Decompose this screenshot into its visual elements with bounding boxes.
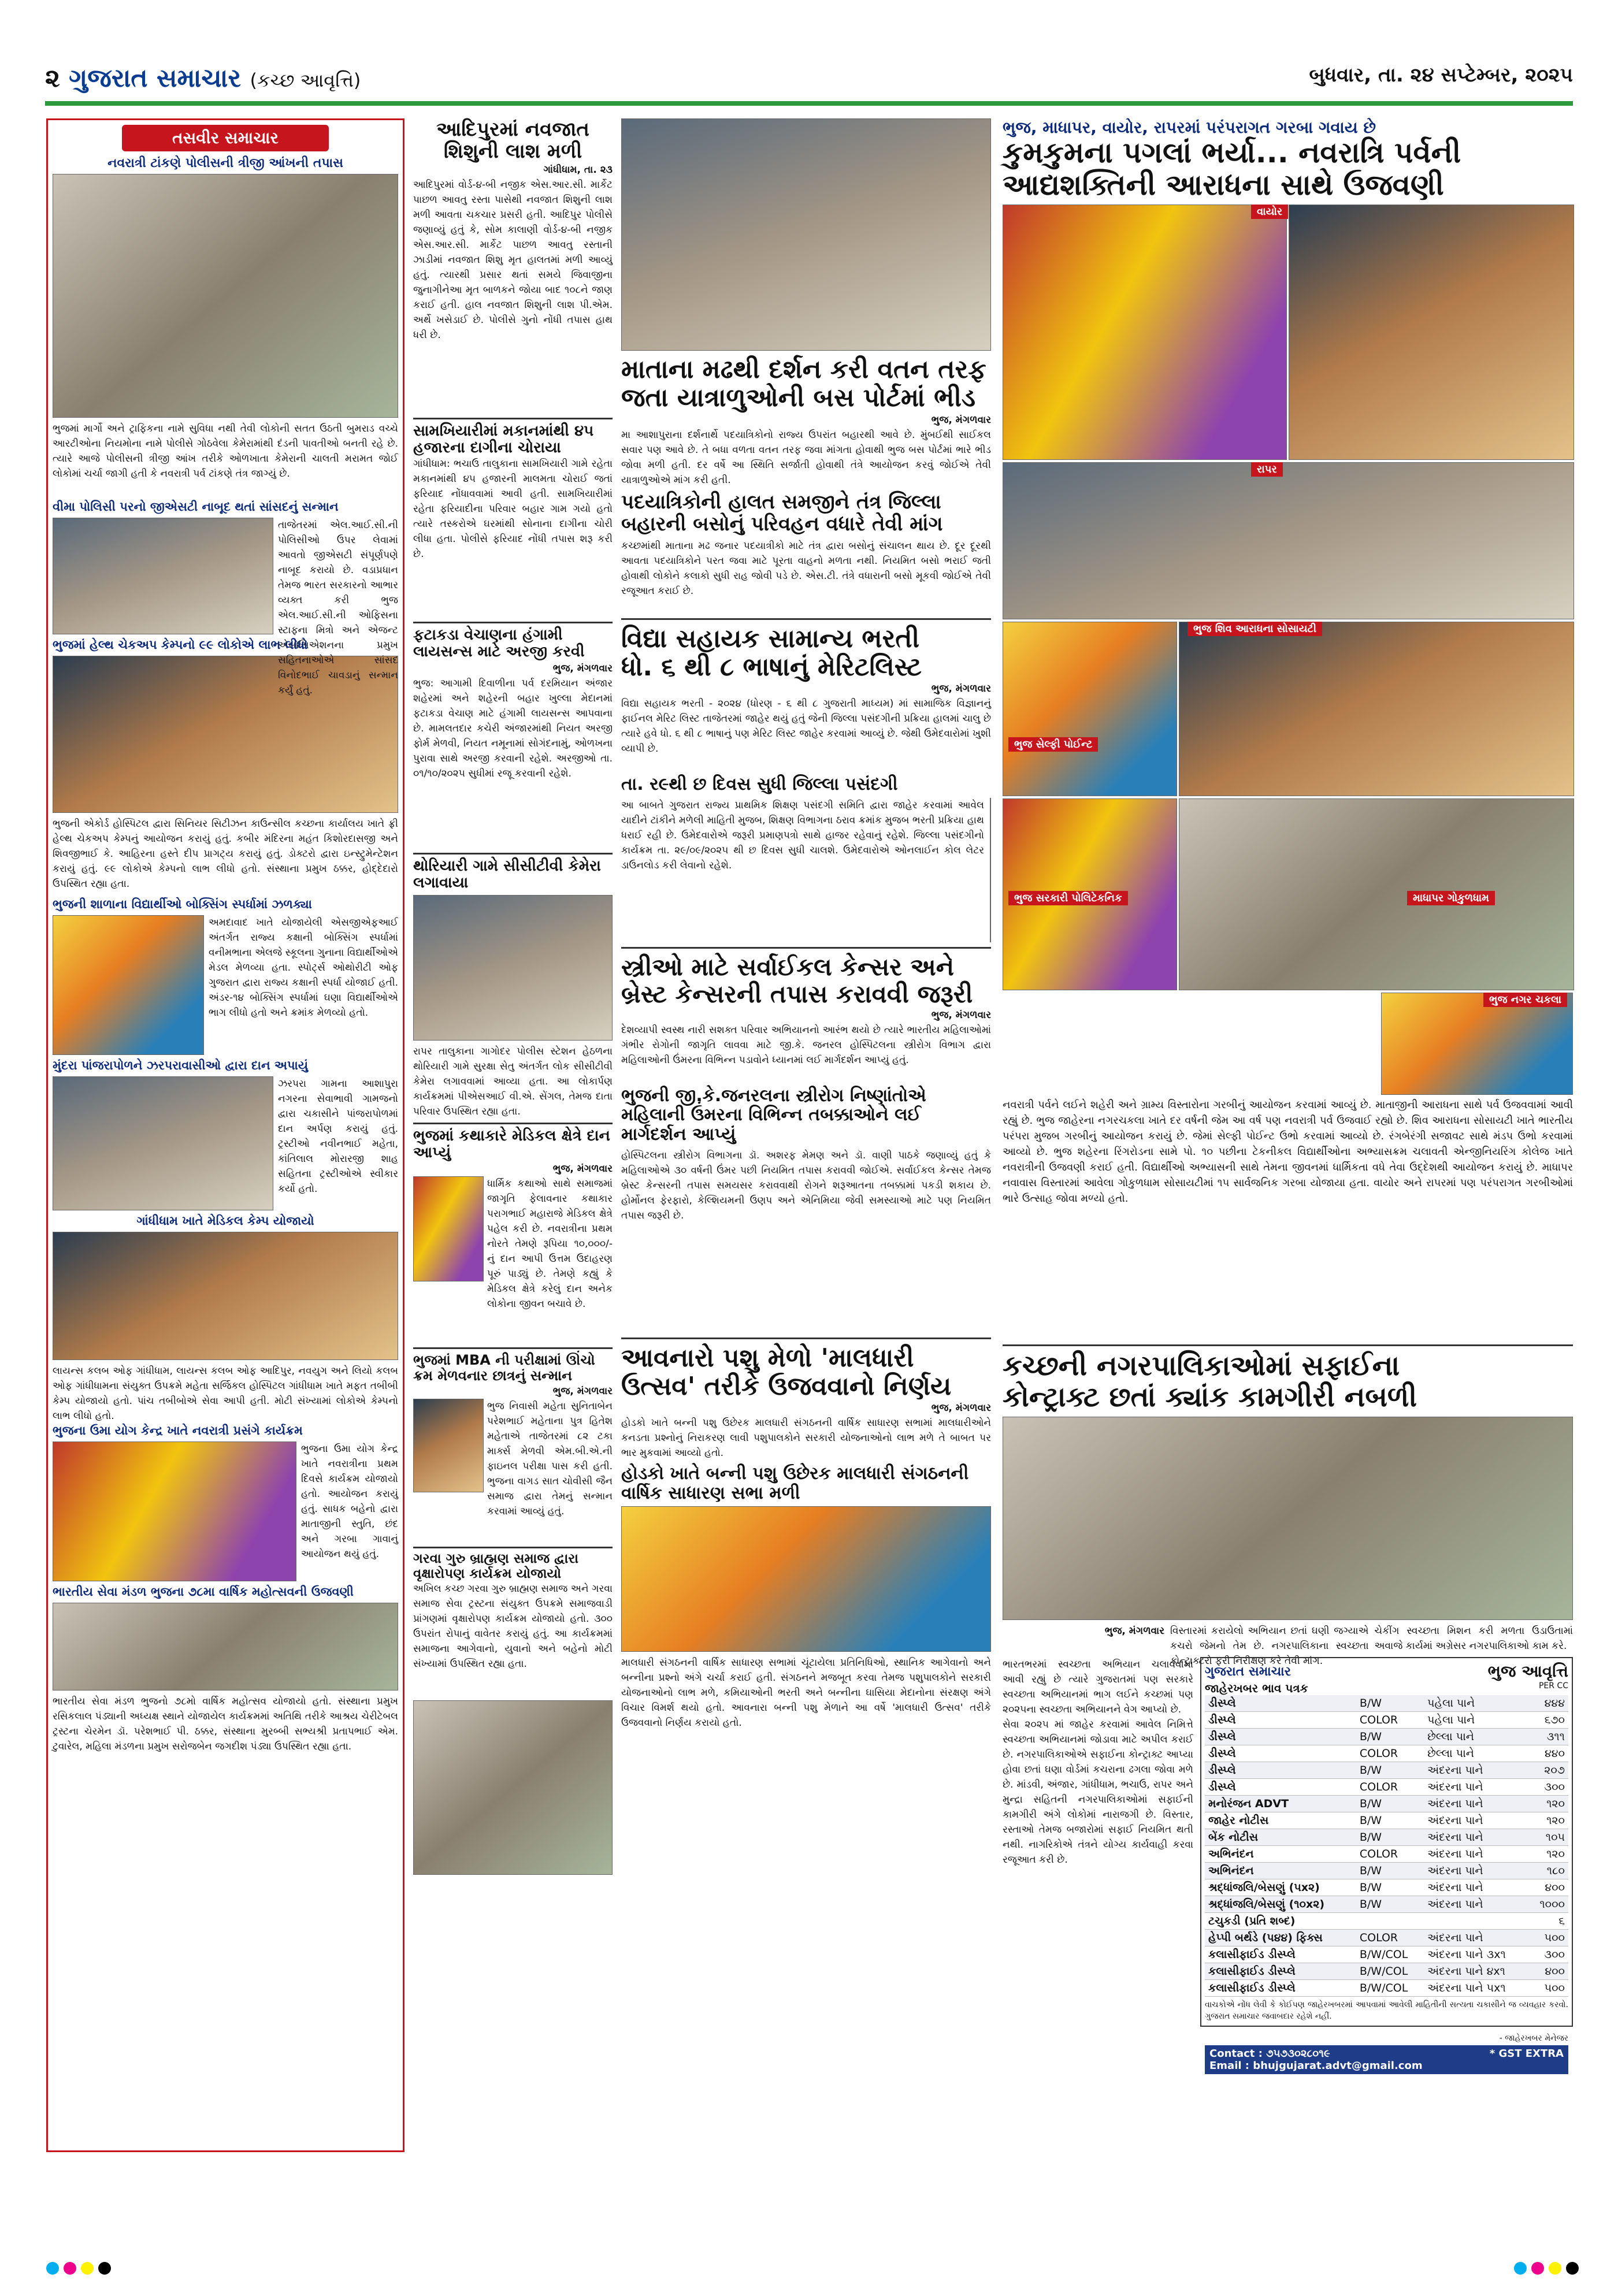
rate-value: ૫૦૦: [1529, 1979, 1568, 1996]
photo-tag: રાપર: [1251, 462, 1283, 477]
divider: [1003, 1344, 1573, 1346]
rate-row: [1205, 1762, 1568, 1778]
rate-value: ૬૭૦: [1529, 1711, 1568, 1728]
story-headline: ભુજની શાળાના વિદ્યાર્થીઓ બોક્સિંગ સ્પર્ધામાં ઝળક્યા: [53, 897, 312, 911]
rate-type: COLOR: [1356, 1711, 1424, 1728]
story-headline: થોરિયારી ગામે સીસીટીવી કેમેરા લગાવાયા: [413, 857, 601, 891]
dateline: ભુજ, મંગળવાર: [552, 1385, 613, 1397]
story-headline: આદિપુરમાં નવજાત શિશુની લાશ મળી: [436, 118, 589, 164]
section-label: તસવીર સમાચાર: [122, 125, 329, 151]
news-photo: [53, 1232, 398, 1360]
rate-row: [1205, 1795, 1568, 1812]
news-photo: [53, 174, 398, 418]
rate-category: બેંક નોટીસ: [1205, 1829, 1356, 1845]
headline-line: કચ્છની નગરપાલિકાઓમાં સફાઈના: [1003, 1350, 1400, 1383]
rate-value: ૩૧૧: [1529, 1728, 1568, 1745]
story-body: માલધારી સંગઠનની વાર્ષિક સાધારણ સભામાં ચૂંટાયેલા પ્રતિનિધિઓ, સ્થાનિક આગેવાનો અને બન્નીના પ્રશ્નો અંગે ચર્ચા કરાઈ હતી. સંગઠનને મજબૂત કરવા તેમજ પશુપાલકોને સરકારી યોજનાઓનો લાભ મળે, કમિયાઓની ભરતી અને બન્નીના ઘાસિયા મેદાનોના સંરક્ષણ અંગે વિચાર વિમર્શ થયો હતો. આવનારા બન્ની પશુ મેળાને આ વર્ષે 'માલધારી ઉત્સવ' તરીકે ઉજવવાનો નિર્ણય કરાયો હતો.: [621, 1657, 991, 1729]
dateline: ભુજ, મંગળવાર: [931, 1009, 991, 1021]
photo-news-column: [46, 118, 404, 2152]
rate-position: છેલ્લા પાને: [1424, 1745, 1529, 1762]
rate-position: અંદરના પાને: [1424, 1879, 1529, 1896]
rate-position: અંદરના પાને: [1424, 1778, 1529, 1795]
rate-row: [1205, 1778, 1568, 1795]
story-headline: [1003, 1351, 1573, 1413]
headline-line: કોન્ટ્રાક્ટ છતાં ક્યાંક કામગીરી નબળી: [1003, 1381, 1417, 1414]
news-photo: [53, 1076, 273, 1210]
story-body: નવરાત્રી પર્વને લઈને શહેરી અને ગ્રામ્ય વિસ્તારોના ગરબીનું આયોજન કરવામાં આવ્યું છે. માતાજીની આરાધના સાથે પર્વ ઉજવવામાં આવી રહ્યું છે. ભુજ જાહેરના નગરચકલા ખાતે દર વર્ષની જેમ આ વર્ષ પણ નવરાત્રી પર્વ ઉજવાઈ રહ્યો છે. શિવ આરાધના સોસાયટી ખાતે ભારતીય પરંપરા મુજબ ગરબીનું આયોજન કરાયું છે. જેમાં સેલ્ફી પોઈન્ટ ઉભો કરવામાં આવ્યો છે. રંગબેરંગી સજાવટ સાથે મંડપ ઉભો કરવામાં આવ્યો છે. ભુજ શહેરના રિંગરોડના સામે પો. ૧૦ પછીના ટેકનીકલ વિદ્યાર્થીઓના અભ્યાસક્રમ ચલાવતી એન્જીનિયરિંગ કોલેજ ખાતે નવરાત્રીની ઉજવણી કરાઈ હતી. વિદ્યાર્થીઓ અભ્યાસની સાથે તેમના જીવનમાં ધાર્મિકતા વધે તેવા ઉદ્દેશથી આયોજન કરાયું છે. માધાપર નવાવાસ વિસ્તારમાં આવેલા ગોકુળધામ સોસાયટીમાં ૧૫ સાર્વજનિક ગરબા યોજાયા હતા. વાયોર અને રાપરમાં પણ પરંપરાગત ગરબીઓમાં ભારે ઉત્સાહ જોવા મળ્યો હતો.: [1003, 1099, 1573, 1205]
rate-table: [1205, 1695, 1568, 1997]
garba-photo: [1381, 993, 1573, 1095]
garba-photo: [1003, 622, 1177, 796]
print-registration-marks: [1514, 2262, 1583, 2277]
rate-type: B/W/COL: [1356, 1963, 1424, 1979]
rate-category: ડીસ્પ્લે: [1205, 1745, 1356, 1762]
rate-type: COLOR: [1356, 1929, 1424, 1946]
story-body: ધાર્મિક કથાઓ સાથે સમાજમાં જાગૃતિ ફેલાવનાર કથાકાર પરાગભાઈ મહારાજે મેડિકલ ક્ષેત્રે પહેલ કરી છે. નવરાત્રીના પ્રથમ નોરતે તેમણે રૂપિયા ૧૦,૦૦૦/- નું દાન આપી ઉત્તમ ઉદાહરણ પૂરું પાડ્યું છે. તેમણે કહ્યું કે મેડિકલ ક્ષેત્રે કરેલું દાન અનેક લોકોના જીવન બચાવે છે.: [487, 1178, 613, 1310]
story-body: ભુજ નિવાસી મહેતા સુનિતાબેન પરેશભાઈ મહેતાના પુત્ર હિતેશ મહેતાએ તાજેતરમાં ૮૨ ટકા માર્ક્સ મેળવી એમ.બી.એ.ની ફાઇનલ પરીક્ષા પાસ કરી હતી. ભુજના વાગડ સાત ચોવીસી જૈન સમાજ દ્વારા તેમનું સન્માન કરવામાં આવ્યું હતું.: [487, 1400, 613, 1517]
paper-logo: ગુજરાત સમાચાર: [69, 64, 242, 93]
briefs-column: [413, 118, 613, 2152]
rate-row: [1205, 1979, 1568, 1996]
rate-category: કલાસીફાઈડ ડીસ્પ્લે: [1205, 1946, 1356, 1963]
rate-type: B/W: [1356, 1812, 1424, 1829]
rate-type: B/W: [1356, 1862, 1424, 1879]
story-body: દેશવ્યાપી સ્વસ્થ નારી સશક્ત પરિવાર અભિયાનનો આરંભ થયો છે ત્યારે ભારતીય મહિલાઓમાં ગંભીર રોગોની જાગૃતિ લાવવા માટે જી.કે. જનરલ હોસ્પિટલના સ્ત્રીરોગ વિભાગ દ્વારા મહિલાઓની ઉંમરના વિભિન્ન પડાવોને ધ્યાનમાં લઈ માર્ગદર્શન આપ્યું હતું.: [621, 1024, 991, 1066]
rate-position: છેલ્લા પાને: [1424, 1728, 1529, 1745]
story-body: કચ્છમાંથી માતાના મઢ જનાર પદયાત્રીકો માટે તંત્ર દ્વારા બસોનું સંચાલન થાય છે. દૂર દૂરથી આવતા પદયાત્રિકોને પરત જવા માટે પૂરતા વાહનો મળતા નથી. નિયમિત બસો ભરાઈ જતી હોવાથી લોકોને કલાકો સુધી રાહ જોવી પડે છે. એસ.ટી. તંત્રે વધારાની બસો મૂકવી જોઈએ તેવી રજૂઆત કરાઈ છે.: [621, 540, 991, 597]
story-headline: ભુજના ઉમા યોગ કેન્દ્ર ખાતે નવરાત્રી પ્રસંગે કાર્યક્રમ: [53, 1424, 303, 1437]
news-photo: [413, 1700, 613, 1875]
photo-tag: ભુજ નગર ચકલા: [1483, 993, 1567, 1007]
rate-position: અંદરના પાને: [1424, 1812, 1529, 1829]
rate-category: શ્રદ્ધાંજલિ/બેસણું (૫x૨): [1205, 1879, 1356, 1896]
rate-category: ડીસ્પ્લે: [1205, 1762, 1356, 1778]
photo-tag: ભુજ શિવ આરાધના સોસાયટી: [1187, 622, 1322, 636]
header-divider: [45, 101, 1573, 106]
story-headline: નવરાત્રી ટાંકણે પોલીસની ત્રીજી આંખની તપાસ: [107, 156, 343, 170]
ad-signature: - જાહેરખબર મેનેજર: [1499, 2033, 1568, 2043]
garba-photo: [1003, 462, 1574, 619]
rate-row: [1205, 1862, 1568, 1879]
story-headline: ગરવા ગુરુ બ્રાહ્મણ સમાજ દ્વારા વૃક્ષારોપણ કાર્યક્રમ યોજાયો: [413, 1551, 578, 1581]
rate-value: ૧૦૫: [1529, 1829, 1568, 1845]
contact-label: Contact :: [1209, 2047, 1263, 2060]
story-headline: સામખિયારીમાં મકાનમાંથી ૪૫ હજારના દાગીના ચોરાયા: [413, 422, 594, 457]
headline-line: સ્ત્રીઓ માટે સર્વાઈકલ કેન્સર અને: [621, 952, 955, 981]
garba-photo: [1003, 205, 1287, 460]
news-photo: [413, 1176, 484, 1281]
rate-position: પહેલા પાને: [1424, 1711, 1529, 1728]
rate-row: [1205, 1845, 1568, 1862]
gst-note: * GST EXTRA: [1489, 2047, 1564, 2060]
rate-position: અંદરના પાને ૪x૧: [1424, 1963, 1529, 1979]
story-body: ભારતીય સેવા મંડળ ભુજનો ૭૮મો વાર્ષિક મહોત્સવ યોજાયો હતો. સંસ્થાના પ્રમુખ રસિકલાલ પંડ્યાની અધ્યક્ષ સ્થાને યોજાયેલ કાર્યક્રમમાં અતિથિ તરીકે આશ્રય ચેરીટેબલ ટ્રસ્ટના ચેરમેન ડૉ. પરેશભાઈ પી. ઠક્કર, સંસ્થાના મુરબ્બી સભ્યશ્રી પ્રતાપભાઈ એમ. ટુવારેલ, મહિલા મંડળના પ્રમુખ સરોજબેન જગદીશ પંડ્યા ઉપસ્થિત રહ્યા હતા.: [53, 1696, 398, 1752]
rate-category: ડીસ્પ્લે: [1205, 1778, 1356, 1795]
story-body: હોડકો ખાતે બન્ની પશુ ઉછેરક માલધારી સંગઠનની વાર્ષિક સાધારણ સભામાં માલધારીઓને કનડતા પ્રશ્નોનું નિરાકરણ લાવી પશુપાલકોને સરકારી યોજનાઓનો લાભ મળે તે બાબત પર ભાર મુકવામાં આવ્યો હતો.: [621, 1417, 991, 1459]
rate-type: [1356, 1912, 1424, 1929]
feature-kicker: ભુજ, માધાપર, વાયોર, રાપરમાં પરંપરાગત ગરબા ગવાય છે: [1003, 118, 1376, 137]
story-headline: ભુજમાં MBA ની પરીક્ષામાં ઊંચો ક્રમ મેળવનાર છાત્રનું સન્માન: [413, 1352, 595, 1384]
garba-photo: [1289, 205, 1574, 460]
story-body: સેવા ૨૦૨૫ માં જાહેર કરવામાં આવેલ નિમિત્તે સ્વચ્છતા અભિયાનમાં જોડાવા માટે અપીલ કરાઈ છે. નગરપાલિકાઓએ સફાઈના કોન્ટ્રાક્ટ આપ્યા હોવા છતાં ઘણા વોર્ડમાં કચરાના ઢગલા જોવા મળે છે. માંડવી, અંજાર, ગાંધીધામ, ભચાઉ, રાપર અને મુન્દ્રા સહિતની નગરપાલિકાઓમાં સફાઈની કામગીરી અંગે લોકોમાં નારાજગી છે. વિસ્તાર, રસ્તાઓ તેમજ બજારોમાં સફાઈ નિયમિત થતી નથી. નાગરિકોએ તંત્રને યોગ્ય કાર્યવાહી કરવા રજૂઆત કરી છે.: [1003, 1718, 1193, 1866]
story-body: રાપર તાલુકાના ગાગોદર પોલીસ સ્ટેશન હેઠળના થોરિયારી ગામે સુરક્ષા સેતુ અંતર્ગત લોક સીસીટીવી કેમેરા લગાવવામાં આવ્યા હતા. આ લોકાર્પણ કાર્યક્રમમાં પીએસઆઈ વી.એ. સેંગલ, તેમજ દાતા પરિવાર ઉપસ્થિત રહ્યા હતા.: [413, 1045, 613, 1117]
story-body: ભુજ: આગામી દિવાળીના પર્વ દરમિયાન અંજાર શહેરમાં અને શહેરની બહાર ખુલ્લા મેદાનમાં ફટાકડા વેચાણ માટે હંગામી લાયસન્સ આપવાના છે. મામલતદાર કચેરી અંજારમાંથી નિયત અરજી ફોર્મ મેળવી, નિયત નમૂનામાં સોગંદનામું, ઓળખના પુરાવા સાથે અરજી કરવાની રહેશે. અરજીઓ તા. ૦૧/૧૦/૨૦૨૫ સુધીમાં રજૂ કરવાની રહેશે.: [413, 677, 613, 779]
rate-category: ટચુકડી (પ્રતિ શબ્દ): [1205, 1912, 1356, 1929]
dateline: ભુજ, મંગળવાર: [931, 414, 991, 426]
masthead: [45, 64, 361, 93]
news-photo: [53, 518, 273, 634]
story-body: ગાંધીધામ: ભચાઉ તાલુકાના સામખિયારી ગામે રહેતા મકાનમાંથી ૪૫ હજારની માલમતા ચોરાઈ જતાં ફરિયાદ નોંધાવવામાં આવી હતી. સામખિયારીમાં રહેતા ફરિયાદીના પરિવાર બહાર ગામ ગયો હતો ત્યારે તસ્કરોએ ઘરમાંથી સોનાના દાગીના ચોરી લીધા હતા. પોલીસે ફરિયાદ નોંધી તપાસ શરૂ કરી છે.: [413, 458, 613, 560]
news-photo: [53, 1603, 398, 1691]
garba-photo: [1179, 622, 1574, 796]
print-registration-marks: [46, 2262, 116, 2277]
headline-line: ઉત્સવ' તરીકે ઉજવવાનો નિર્ણય: [621, 1371, 952, 1401]
photo-tag: માધાપર ગોકુળધામ: [1407, 891, 1495, 905]
story-body: વિસ્તારમાં કરાયેલો અભિયાન છતાં ઘણી જગ્યાએ કચરો જેમનો તેમ છે. નગરપાલિકાના સ્વચ્છતા કોન્ટ્રાક્ટરો ફરી નિરીક્ષણ કરે તેવી માંગ.: [1170, 1625, 1369, 1667]
rate-value: ૪૦૦: [1529, 1963, 1568, 1979]
contact-email: bhujgujarat.advt@gmail.com: [1253, 2059, 1423, 2072]
divider: [621, 947, 991, 949]
rate-position: અંદરના પાને: [1424, 1929, 1529, 1946]
news-photo: [413, 895, 613, 1041]
dateline: ભુજ, મંગળવાર: [552, 1163, 613, 1175]
rate-type: COLOR: [1356, 1778, 1424, 1795]
news-photo: [413, 1399, 484, 1492]
story-body: ચેકીંગ સ્વચ્છતા મિશન કરી મળતા ઉડાઉતામાં અવાજે કાર્યમાં અગ્રેસર નગરપાલિકાઓ કામ કરે.: [1374, 1625, 1573, 1652]
headline-line: માતાના મઢથી દર્શન કરી વતન તરફ: [621, 355, 986, 384]
rate-row: [1205, 1695, 1568, 1712]
rate-type: B/W/COL: [1356, 1946, 1424, 1963]
dateline: ભુજ, મંગળવાર: [931, 1402, 991, 1414]
rate-value: ૧૦૦૦: [1529, 1896, 1568, 1912]
rate-position: અંદરના પાને: [1424, 1862, 1529, 1879]
garba-photo: [1179, 798, 1574, 990]
ad-brand: ગુજરાત સમાચાર: [1205, 1663, 1291, 1679]
rate-type: B/W: [1356, 1762, 1424, 1778]
rate-row: [1205, 1929, 1568, 1946]
dateline: ભુજ, મંગળવાર: [552, 662, 613, 674]
headline-line: આદ્યશક્તિની આરાધના સાથે ઉજવણી: [1003, 168, 1444, 202]
story-body: આદિપુરમાં વોર્ડ-૪-બી નજીક એસ.આર.સી. માર્કેટ પાછળ આવતુ રસ્તા પાસેથી નવજાત શિશુની લાશ મળી આવતા ચકચાર પ્રસરી હતી. આદિપુર પોલીસે જણાવ્યું હતું કે, સોમ કાલાણી વોર્ડ-૪-બી નજીક એસ.આર.સી. માર્કેટ પાછળ આવતુ રસ્તાની ઝાડીમાં નવજાત શિશુ મૃત હાલતમાં મળી આવ્યું હતું. ત્યારથી પ્રસાર થતાં સમયે જિવાજીના જુનાગીનેઆ મૃત બાળકને જોયા બાદ ૧૦૮ને જાણ કરાઈ હતી. હાલ નવજાત શિશુની લાશ પી.એમ. અર્થે ખસેડાઈ છે. પોલીસે ગુનો નોંધી તપાસ હાથ ધરી છે.: [413, 179, 613, 341]
rate-row: [1205, 1946, 1568, 1963]
rate-type: B/W: [1356, 1829, 1424, 1845]
story-body: આ બાબતે ગુજરાત રાજ્ય પ્રાથમિક શિક્ષણ પસંદગી સમિતિ દ્વારા જાહેર કરવામાં આવેલ યાદીને ટાંકીને મળેલી માહિતી મુજબ, શિક્ષણ વિભાગના ઠરાવ ક્રમાંક મુજબ ભરતી પ્રક્રિયા હાથ ધરાઈ રહી છે. ઉમેદવારોએ જરૂરી પ્રમાણપત્રો સાથે હાજર રહેવાનું રહેશે. જિલ્લા પસંદગીનો કાર્યક્રમ તા. ૨૯/૦૯/૨૦૨૫ થી છ દિવસ સુધી ચાલશે. ઉમેદવારોએ ઓનલાઈન કોલ લેટર ડાઉનલોડ કરી લેવાનો રહેશે.: [621, 799, 984, 871]
contact-phone: ૭૫૭૩૦૨૮૦૧૯: [1266, 2047, 1330, 2060]
headline-line: આવનારો પશુ મેળો 'માલધારી: [621, 1343, 914, 1373]
story-headline: ભુજમાં હેલ્થ ચેકઅપ કેમ્પનો ૯૯ લોકોએ લાભ લીધો: [53, 638, 308, 652]
rate-category: ડીસ્પ્લે: [1205, 1695, 1356, 1712]
rate-value: ૧૨૦: [1529, 1845, 1568, 1862]
story-headline: ભારતીય સેવા મંડળ ભુજના ૭૮મા વાર્ષિક મહોત્સવની ઉજવણી: [53, 1585, 354, 1599]
story-subheadline: પદયાત્રિકોની હાલત સમજીને તંત્ર જિલ્લા બહારની બસોનું પરિવહન વધારે તેવી માંગ: [621, 490, 943, 536]
garbage-photo: [1003, 1417, 1573, 1620]
news-photo: [990, 798, 991, 942]
rate-position: અંદરના પાને ૩x૧: [1424, 1946, 1529, 1963]
story-body: ભારતભરમાં સ્વચ્છતા અભિયાન ચલાવવામાં આવી રહ્યું છે ત્યારે ગુજરાતમાં પણ સરકારે સ્વચ્છતા અભિયાનમાં ભાગ લઈને કચ્છમાં પણ ૨૦૨૫ના સ્વચ્છતા અભિયાનને વેગ આપ્યો છે.: [1003, 1658, 1193, 1715]
meeting-photo: [621, 1506, 991, 1652]
headline-line: ધો. ૬ થી ૮ ભાષાનું મેરિટલિસ્ટ: [621, 652, 922, 682]
rate-value: ૫૦૦: [1529, 1929, 1568, 1946]
rate-category: જાહેર નોટીસ: [1205, 1812, 1356, 1829]
rate-position: અંદરના પાને: [1424, 1829, 1529, 1845]
main-news-column: [621, 118, 991, 2152]
headline-line: કુમકુમના પગલાં ભર્યા... નવરાત્રિ પર્વની: [1003, 136, 1461, 170]
rate-category: હેપ્પી બર્થડે (પ૪૪) ફિક્સ: [1205, 1929, 1356, 1946]
rate-position: અંદરના પાને: [1424, 1795, 1529, 1812]
rate-value: ૪૦૦: [1529, 1879, 1568, 1896]
rate-category: અભિનંદન: [1205, 1845, 1356, 1862]
dateline: ભુજ, મંગળવાર: [1104, 1625, 1164, 1637]
rate-type: COLOR: [1356, 1745, 1424, 1762]
rate-row: [1205, 1812, 1568, 1829]
rate-value: ૪૪૪: [1529, 1695, 1568, 1712]
divider: [621, 1338, 991, 1339]
headline-line: વિદ્યા સહાયક સામાન્ય ભરતી: [621, 623, 920, 653]
news-photo: [53, 915, 204, 1055]
divider: [413, 1547, 613, 1548]
email-label: Email :: [1209, 2059, 1250, 2072]
rate-type: B/W: [1356, 1695, 1424, 1712]
rate-type: B/W: [1356, 1879, 1424, 1896]
divider: [413, 853, 613, 855]
headline-line: જતા યાત્રાળુઓની બસ પોર્ટમાં ભીડ: [621, 383, 976, 413]
rate-row: [1205, 1829, 1568, 1845]
rate-type: COLOR: [1356, 1845, 1424, 1862]
ad-title: ભુજ આવૃત્તિ: [1487, 1661, 1568, 1681]
story-subheadline: હોડકો ખાતે બન્ની પશુ ઉછેરક માલધારી સંગઠનની વાર્ષિક સાધારણ સભા મળી: [621, 1463, 969, 1503]
story-headline: ફટાકડા વેચાણના હંગામી લાયસન્સ માટે અરજી કરવી: [413, 626, 585, 661]
story-headline: [621, 355, 991, 413]
rate-row: [1205, 1896, 1568, 1912]
story-headline: [621, 953, 991, 1008]
rate-row: [1205, 1711, 1568, 1728]
ad-rate-card: [1200, 1657, 1573, 2072]
rate-category: ડીસ્પ્લે: [1205, 1728, 1356, 1745]
story-headline: વીમા પોલિસી પરનો જીએસટી નાબૂદ થતાં સાંસદનું સન્માન: [53, 500, 339, 514]
feature-column: [1003, 118, 1573, 2152]
rate-type: B/W/COL: [1356, 1979, 1424, 1996]
rate-type: B/W: [1356, 1795, 1424, 1812]
rate-row: [1205, 1728, 1568, 1745]
story-headline: [621, 1344, 991, 1401]
ad-note: વાચકોએ નોંધ લેવી કે કોઈપણ જાહેરખબરમાં આપવામાં આવેલી માહિતીની સત્યતા ચકાસીને જ વ્યવહાર કરવો. ગુજરાત સમાચાર જવાબદાર રહેશે નહીં.: [1205, 2000, 1568, 2021]
rate-position: અંદરના પાને: [1424, 1762, 1529, 1778]
ad-per-cc: PER CC: [1538, 1681, 1568, 1691]
story-headline: [621, 625, 991, 682]
rate-position: અંદરના પાને ૫x૧: [1424, 1979, 1529, 1996]
dateline: ભુજ, મંગળવાર: [931, 683, 991, 695]
feature-headline: [1003, 136, 1573, 201]
edition-label: (કચ્છ આવૃત્તિ): [250, 69, 361, 91]
rate-value: ૪૪૦: [1529, 1745, 1568, 1762]
story-headline: મુંદરા પાંજરાપોળને ઝરપરાવાસીઓ દ્વારા દાન અપાયું: [53, 1058, 309, 1072]
divider: [413, 1347, 613, 1349]
rate-position: [1424, 1912, 1529, 1929]
rate-value: ૬: [1529, 1912, 1568, 1929]
story-body: હોસ્પિટલના સ્ત્રીરોગ વિભાગના ડૉ. અશરફ મેમણ અને ડૉ. વાણી પાઠકે જણાવ્યું હતું કે મહિલાઓએ ૩૦ વર્ષની ઉંમર પછી નિયમિત તપાસ કરાવવી જોઈએ. સર્વાઈકલ કેન્સર તેમજ બ્રેસ્ટ કેન્સરની તપાસ સમયસર કરાવવાથી રોગને શરૂઆતના તબક્કામાં પકડી શકાય છે. હોર્મોનલ ફેરફારો, કેલ્શિયમની ઉણપ અને એનિમિયા જેવી સમસ્યાઓ માટે પણ નિયમિત તપાસ જરૂરી છે.: [621, 1149, 991, 1221]
rate-value: ૨૦૭: [1529, 1762, 1568, 1778]
dateline: ગાંધીધામ, તા. ૨૩: [543, 164, 613, 176]
rate-value: ૩૦૦: [1529, 1778, 1568, 1795]
rate-category: અભિનંદન: [1205, 1862, 1356, 1879]
rate-type: B/W: [1356, 1728, 1424, 1745]
rate-position: પહેલા પાને: [1424, 1695, 1529, 1712]
story-body: અખિલ કચ્છ ગરવા ગુરુ બ્રાહ્મણ સમાજ અને ગરવા સમાજ સેવા ટ્રસ્ટના સંયુક્ત ઉપક્રમે સમાજવાડી પ્રાંગણમાં વૃક્ષારોપણ કાર્યક્રમ યોજાયો હતો. ૩૦૦ ઉપરાંત રોપાનું વાવેતર કરાયું હતું. આ કાર્યક્રમમાં સમાજના આગેવાનો, યુવાનો અને બહેનો મોટી સંખ્યામાં ઉપસ્થિત રહ્યા હતા.: [413, 1583, 613, 1670]
divider: [413, 622, 613, 623]
rate-position: અંદરના પાને: [1424, 1845, 1529, 1862]
issue-date: બુધવાર, તા. ૨૪ સપ્ટેમ્બર, ૨૦૨૫: [1309, 64, 1573, 87]
rate-value: ૧૨૦: [1529, 1795, 1568, 1812]
divider: [413, 418, 613, 419]
rate-value: ૧૮૦: [1529, 1862, 1568, 1879]
rate-category: મનોરંજન ADVT: [1205, 1795, 1356, 1812]
rate-category: કલાસીફાઈડ ડીસ્પ્લે: [1205, 1979, 1356, 1996]
rate-value: ૩૦૦: [1529, 1946, 1568, 1963]
story-subheadline: તા. ર૯થી છ દિવસ સુધી જિલ્લા પસંદગી: [621, 774, 898, 795]
rate-category: શ્રદ્ધાંજલિ/બેસણું (૧૦x૨): [1205, 1896, 1356, 1912]
story-body: ભુજના ઉમા યોગ કેન્દ્ર ખાતે નવરાત્રીના પ્રથમ દિવસે કાર્યક્રમ યોજાયો હતો. આયોજન કરાયું હતું. સાધક બહેનો દ્વારા માતાજીની સ્તુતિ, છંદ અને ગરબા ગાવાનું આયોજન થયું હતું.: [301, 1443, 398, 1560]
rate-category: કલાસીફાઈડ ડીસ્પ્લે: [1205, 1963, 1356, 1979]
page-number: ૨: [45, 64, 60, 93]
story-body: મા આશાપુરાના દર્શનાર્થે પદયાત્રિકોનો રાજ્ય ઉપરાંત બહારથી આવે છે. મુંબઈથી સાઈકલ સવાર પણ આવે છે. તે બધા વળતા વતન તરફ જવા માંગતા હોવાથી ભુજ બસ પોર્ટમાં ભારે ભીડ જોવા મળી હતી. દર વર્ષે આ સ્થિતિ સર્જાતી હોવાથી તંત્રે આયોજન કરવું જોઈએ તેવી યાત્રાળુઓએ માંગ કરી હતી.: [621, 429, 991, 486]
rate-value: ૧૨૦: [1529, 1812, 1568, 1829]
rate-position: અંદરના પાને: [1424, 1896, 1529, 1912]
photo-tag: ભુજ સેલ્ફી પોઈન્ટ: [1008, 737, 1098, 752]
rate-type: B/W: [1356, 1896, 1424, 1912]
photo-tag: ભુજ સરકારી પોલિટેકનિક: [1008, 891, 1128, 905]
news-photo: [53, 1441, 296, 1581]
divider: [413, 1123, 613, 1124]
story-body: લાયન્સ કલબ ઓફ ગાંધીધામ, લાયન્સ કલબ ઓફ આદિપુર, નવયુગ અને લિયો કલબ ઓફ ગાંધીધામના સંયુક્ત ઉપક્રમે મહેતા સર્જિકલ હોસ્પિટલ ગાંધીધામ ખાતે મફત તબીબી કેમ્પ યોજાયો હતો. પાંચ તબીબોએ સેવા આપી હતી. મોટી સંખ્યામાં લોકોએ કેમ્પનો લાભ લીધો હતો.: [53, 1365, 398, 1422]
story-body: તાજેતરમાં એલ.આઈ.સી.ની પોલિસીઓ ઉપર લેવામાં આવતો જીએસટી સંપૂર્ણપણે નાબૂદ કરાયો છે. વડાપ્રધાન તેમજ ભારત સરકારનો આભાર વ્યક્ત કરી ભુજ એલ.આઈ.સી.ની ઓફિસના સ્ટાફના મિત્રો અને એજન્ટ એસોસિએશનના પ્રમુખ સહિતનાઓએ સાંસદ વિનોદભાઈ ચાવડાનું સન્માન કર્યું હતું.: [278, 519, 398, 696]
story-body: ભુજમાં માર્ગો અને ટ્રાફિકના નામે સુવિધા નથી તેવી લોકોની સતત ઉઠતી બુમરાડ વચ્ચે આરટીઓના નિયમોના નામે પોલીસે ગોઠવેલા કેમેરામાંથી દંડની પાવતીઓ બનતી રહે છે. ત્યારે આજે પોલીસની ત્રીજી આંખ તરીકે ઓળખાતા કેમેરાની ચાલતી મરામત જોઈ લોકોમાં ચર્ચા જાગી હતી કે નવરાત્રી પર્વ ટાંકણે તંત્ર જાગ્યું છે.: [53, 423, 398, 480]
story-body: ઝરપરા ગામના આશાપુરા નગરના સેવાભાવી ગામજનો દ્વારા ચકાસીને પાંજરાપોળમાં દાન અર્પણ કરાયું હતું. ટ્રસ્ટીઓ નવીનભાઈ મહેતા, કાંતિલાલ મોરારજી શાહ સહિતના ટ્રસ્ટીઓએ સ્વીકાર કર્યો હતો.: [278, 1078, 398, 1195]
rate-row: [1205, 1963, 1568, 1979]
story-body: વિદ્યા સહાયક ભરતી - ૨૦૨૪ (ધોરણ - ૬ થી ૮ ગુજરાતી માધ્યમ) માં સામાજિક વિજ્ઞાનનું ફાઈનલ મેરિટ લિસ્ટ તાજેતરમાં જાહેર થયું હતું જેની જિલ્લા પસંદગીની પ્રક્રિયા હાલમાં ચાલુ છે ત્યારે હવે ધો. ૬ થી ૮ ભાષાનું પણ મેરિટ લિસ્ટ જાહેર કરવામાં આવ્યું છે. જેથી ઉમેદવારોમાં ખુશી વ્યાપી છે.: [621, 698, 991, 755]
story-subheadline: ભુજની જી.કે.જનરલના સ્ત્રીરોગ નિષ્ણાંતોએ મહિલાની ઉંમરના વિભિન્ન તબક્કાઓને લઈ માર્ગદર્શન આપ્યું: [621, 1085, 926, 1145]
story-body: અમદાવાદ ખાતે યોજાયેલી એસજીએફઆઈ અંતર્ગત રાજ્ય કક્ષાની બોક્સિંગ સ્પર્ધામાં વનીમભાના એલજે સ્કૂલના ગુનાના વિદ્યાર્થીઓએ મેડલ મેળવ્યા હતા. સ્પોર્ટ્સ ઓથોરીટી ઓફ ગુજરાત દ્વારા રાજ્ય કક્ષાની સ્પર્ધા યોજાઈ હતી. અંડર-૧૪ બોક્સિંગ સ્પર્ધામાં ઘણા વિદ્યાર્થીઓએ ભાગ લીધો હતો અને ક્રમાંક મેળવ્યો હતો.: [209, 917, 398, 1019]
story-headline: ભુજમાં કથાકારે મેડિકલ ક્ષેત્રે દાન આપ્યું: [413, 1127, 610, 1161]
rate-row: [1205, 1879, 1568, 1896]
rate-category: ડીસ્પ્લે: [1205, 1711, 1356, 1728]
rate-row: [1205, 1745, 1568, 1762]
photo-tag: વાયોર: [1251, 205, 1288, 219]
ad-subtitle: જાહેરખબર ભાવ પત્રક: [1205, 1681, 1308, 1695]
headline-line: બ્રેસ્ટ કેન્સરની તપાસ કરાવવી જરૂરી: [621, 979, 973, 1008]
story-headline: ગાંધીધામ ખાતે મેડિકલ કેમ્પ યોજાયો: [136, 1214, 314, 1228]
story-body: ભુજની એકોર્ડ હોસ્પિટલ દ્વારા સિનિયર સિટીઝન કાઉન્સીલ કચ્છના કાર્યાલય ખાતે ફ્રી હેલ્થ ચેકઅપ કેમ્પનું આયોજન કરાયું હતું. કબીર મંદિરના મહંત કિશોરદાસજી અને શિવજીભાઈ કે. આહિરના હસ્તે દીપ પ્રાગટ્ય કરાયું હતું. ડોક્ટરો દ્વારા ઇન્સ્ટ્રુમેન્ટેશન કરાયું હતું. ૯૯ લોકોએ કેમ્પનો લાભ લીધો હતો. સંસ્થાના પ્રમુખ ઠક્કર, હોદ્દેદારો ઉપસ્થિત રહ્યા હતા.: [53, 818, 398, 890]
rate-row: [1205, 1912, 1568, 1929]
divider: [621, 618, 991, 620]
bus-port-crowd-photo: [621, 118, 991, 351]
